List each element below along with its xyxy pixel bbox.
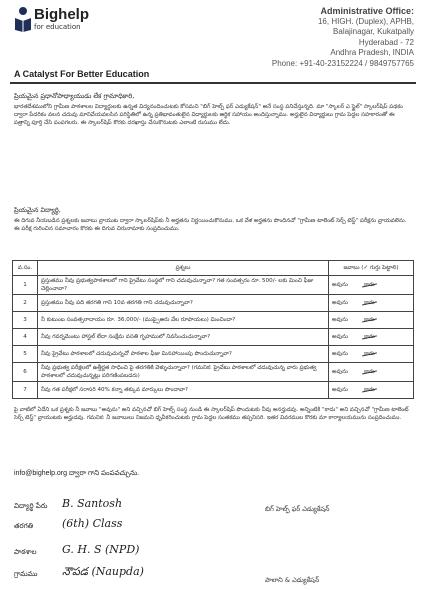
instructions-paragraph: ఈ దిగువ నీయబడిన ప్రశ్నలకు జవాబు వ్రాయుట ద్వారా స్కాలర్‌షిప్‌కు నీ అర్హతను నిర్ణయించుకొనుము. ఒక వేళ అర్హతను పొందినచో "గ్రామీణ టాలెంట్ సెర్చ్ టెస్ట్" పరీక్షను వ్రాయవలెను. ఈ పరీక్ష గురించిన సమాచారం కొరకు ఈ దిగువ చిరునామాకు సంప్రదించుము. — [14, 218, 407, 232]
question-text: నీ కుటుంబ సంవత్సరాదాయం రూ. 36,000/- (ముప్పైఆరు వేల రూపాయలు) మించిందా? — [38, 312, 329, 329]
table-row — [13, 312, 414, 329]
question-text: ప్రస్తుతము నీవు ప్రభుత్వపాఠశాలలో గాని ప్రైవేటు సంస్థలో గాని చదువుచున్నావా? గత సంవత్సరం రూ. 500/- లకు మించి ఫీజు చెల్లించావా? — [38, 276, 329, 295]
header-divider — [10, 82, 416, 84]
school-value[interactable]: G. H. S (NPD) — [62, 543, 140, 556]
intro-paragraph: భారతదేశములోని గ్రామీణ పాఠశాలల విద్యార్థులకు ఉన్నత విద్యనందించుటకు కోసమని "బిగ్ హెల్ప్ ఫర్ ఎడ్యుకేషన్" అనే సంస్థ పనిచేస్తున్నది. మా "స్కాలర్ ఎ స్టైల్" స్కాలర్‌షిప్ పథకం ద్వారా పేదరికం వలన చదువు మానివేయవలసిన పరిస్థితిలో ఉన్న ప్రతిభావంతులైన విద్యార్థులకు ఆర్థిక సహాయం అందిస్తున్నాము. అర్హులైన విద్యార్థులు గ్రామ పెద్దల సహకారంతో ఈ పత్రాన్ని పూర్తి చేసి పంపగలరు. ఈ స్కాలర్‌షిప్ కొరకు దరఖాస్తు చేసుకొనుటకు ఎలాంటి రుసుము లేదు. — [14, 104, 403, 126]
question-number: 6 — [13, 363, 38, 382]
salutation-student: ప్రియమైన విద్యార్థి, — [14, 206, 61, 214]
header-answer: జవాబు (✓ గుర్తు పెట్టాలి) — [329, 261, 414, 276]
answer-no-option[interactable] — [364, 386, 375, 394]
office-line: Andhra Pradesh, INDIA — [330, 48, 414, 58]
class-label: తరగతి — [14, 522, 34, 530]
question-number: 7 — [13, 382, 38, 399]
answer-yes-option[interactable]: అవును — [332, 334, 348, 340]
contact-email[interactable]: info@bighelp.org — [14, 470, 68, 477]
student-name-value[interactable]: B. Santosh — [62, 497, 123, 510]
school-label: పాఠశాల — [14, 548, 37, 556]
contact-email-line — [14, 470, 139, 479]
question-number: 1 — [13, 276, 38, 295]
class-value[interactable]: (6th) Class — [62, 517, 123, 530]
question-text: ప్రస్తుతము నీవు పది తరగతి గాని 10వ తరగతి గాని చదువుచున్నావా? — [38, 295, 329, 312]
student-name-label: విద్యార్థి పేరు — [14, 502, 48, 510]
office-title: Administrative Office: — [320, 6, 414, 16]
office-line: 16, HIGH. (Duplex), APHB, — [317, 16, 414, 26]
office-address — [244, 6, 414, 70]
salutation-principal: ప్రియమైన ప్రధానోపాధ్యాయుడు లేక గ్రామాధికారి, — [14, 92, 135, 100]
answer-cell — [329, 276, 414, 295]
table-row — [13, 276, 414, 295]
question-number: 5 — [13, 346, 38, 363]
footer-note: పై వాటిలో ఏదేని ఒక ప్రశ్నకు నీ జవాబు "అవును" అని వచ్చినచో బిగ్ హెల్ప్ సంస్థ నుండి ఈ స్కాలర్‌షిప్ పొందుటకు నీవు అనర్హుడవు. అన్నింటికి "కాదు" అని వచ్చినచో "గ్రామీణ టాలెంట్ సెర్చ్ టెస్ట్" వ్రాయుటకు అర్హుడవు. గమనిక: నీ జవాబులు నిజమని ధృవీకరించుటకు గ్రామ పెద్దల సంతకము తప్పనిసరి. ఇతర వివరముల కొరకు మా కార్యాలయమును సంప్రదించుము. — [14, 407, 409, 421]
table-row — [13, 382, 414, 399]
question-number: 4 — [13, 329, 38, 346]
signature-label-organisation: బిగ్ హెల్ప్ ఫర్ ఎడ్యుకేషన్ — [265, 505, 330, 513]
answer-no-option[interactable] — [364, 333, 375, 341]
tagline: A Catalyst For Better Education — [14, 69, 150, 79]
village-value[interactable]: నౌపడ (Naupda) — [62, 565, 144, 578]
answer-yes-option[interactable]: అవును — [332, 369, 348, 375]
table-row — [13, 329, 414, 346]
office-line: Balajinagar, Kukatpally — [333, 27, 414, 37]
brand-name: Bighelp — [34, 6, 89, 23]
answer-no-option[interactable] — [364, 299, 375, 307]
header-questions: ప్రశ్నలు — [38, 261, 329, 276]
header-number: వ.సం. — [13, 261, 38, 276]
answer-yes-option[interactable]: అవును — [332, 317, 348, 323]
contact-email-note: ద్వారా గాని పంపవచ్చును. — [68, 470, 140, 477]
question-number: 3 — [13, 312, 38, 329]
answer-no-option[interactable] — [364, 281, 375, 289]
answer-yes-option[interactable]: అవును — [332, 387, 348, 393]
eligibility-table — [12, 260, 414, 399]
answer-no-option[interactable] — [364, 368, 375, 376]
answer-cell — [329, 329, 414, 346]
office-phone: Phone: +91-40-23152224 / 9849757765 — [271, 58, 414, 68]
brand-subtitle: for education — [34, 23, 81, 31]
answer-yes-option[interactable]: అవును — [332, 300, 348, 306]
table-row — [13, 295, 414, 312]
question-text: నీవు ప్రైవేటు పాఠశాలలో చదువుచున్నచో పాఠశాల ఫీజు మినహాయింపు పొందుచున్నావా? — [38, 346, 329, 363]
answer-yes-option[interactable]: అవును — [332, 282, 348, 288]
question-text: నీవు ప్రభుత్వ పరీక్షలలో ఉత్తీర్ణత సాధించి పై తరగతికి వెళ్ళుచున్నావా? (గమనిక: ప్రైవేటు పాఠశాలలో చదువుచున్న వారు ప్రభుత్వ పాఠశాలలో చదువుచున్నట్లు పరిగణింపబడరు) — [38, 363, 329, 382]
question-number: 2 — [13, 295, 38, 312]
bighelp-logo-icon — [14, 6, 32, 36]
village-label: గ్రామము — [14, 570, 38, 578]
answer-cell — [329, 312, 414, 329]
signature-label-secondary: పాలాని & ఎడ్యుకేషన్ — [265, 576, 320, 584]
answer-cell — [329, 346, 414, 363]
question-text: నీవు గవర్నమెంటు హాస్టల్ లేదా సంక్షేమ వసతి గృహములో నివసించుచున్నావా? — [38, 329, 329, 346]
answer-no-option[interactable] — [364, 350, 375, 358]
answer-no-option[interactable] — [364, 316, 375, 324]
table-row — [13, 363, 414, 382]
answer-yes-option[interactable]: అవును — [332, 351, 348, 357]
answer-cell — [329, 382, 414, 399]
answer-cell — [329, 295, 414, 312]
table-header-row — [13, 261, 414, 276]
table-row — [13, 346, 414, 363]
office-line: Hyderabad - 72 — [358, 37, 414, 47]
answer-cell — [329, 363, 414, 382]
question-text: నీవు గత పరీక్షలో సరాసరి 40% కన్నా తక్కువ మార్కులు పొందావా? — [38, 382, 329, 399]
